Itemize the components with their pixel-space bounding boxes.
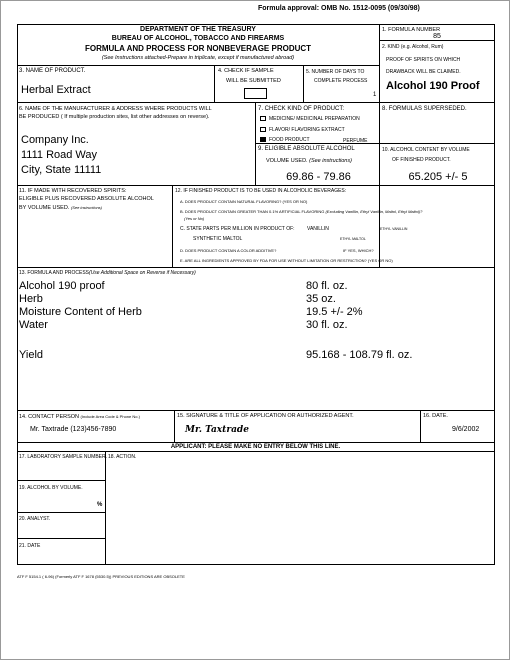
beverage-c-ethyl-maltol: ETHYL MALTOL bbox=[340, 237, 366, 241]
formula-label bbox=[19, 270, 196, 276]
form-right-rule bbox=[494, 24, 495, 564]
form-bottom-rule bbox=[17, 564, 495, 565]
days-label-2: COMPLETE PROCESS bbox=[314, 78, 368, 84]
form-left-rule bbox=[17, 24, 18, 564]
beverage-a: A. DOES PRODUCT CONTAIN NATURAL FLAVORING? (YES OR NO) bbox=[180, 199, 308, 204]
formula-label-text: 13. FORMULA AND PROCESS bbox=[19, 270, 90, 276]
signature-value: Mr. Taxtrade bbox=[185, 425, 249, 435]
date-label: 16. DATE. bbox=[423, 413, 448, 419]
eligible-label-2-note: (See instructions) bbox=[309, 158, 352, 164]
rule-row6 bbox=[17, 442, 494, 443]
lab-percent: % bbox=[97, 502, 103, 508]
rule-banner bbox=[17, 451, 494, 452]
manufacturer-street: 1111 Road Way bbox=[21, 149, 98, 161]
rule-7-9 bbox=[255, 143, 494, 144]
recovered-label-3-text: BY VOLUME USED. bbox=[19, 205, 70, 211]
beverage-c-vanillin: VANILLIN bbox=[307, 226, 329, 232]
ingredient-name-1: Herb bbox=[19, 293, 43, 305]
rule-11-12 bbox=[172, 185, 173, 267]
rule-4-5 bbox=[303, 65, 304, 102]
formula-number-value: 85 bbox=[433, 33, 441, 40]
date-value: 9/6/2002 bbox=[452, 426, 480, 433]
form-instructions: (See Instructions attached-Prepare in triplicate, except if manufactured abroad) bbox=[101, 55, 295, 61]
alc-content-label-2: OF FINISHED PRODUCT. bbox=[392, 157, 451, 163]
rule-20-21 bbox=[17, 538, 105, 539]
contact-value: Mr. Taxtrade (123)456-7890 bbox=[30, 426, 117, 433]
food-option-label: FOOD PRODUCT bbox=[269, 137, 310, 143]
ingredient-name-2: Moisture Content of Herb bbox=[19, 306, 142, 318]
eligible-label-1: 9. ELIGIBLE ABSOLUTE ALCOHOL bbox=[258, 146, 355, 152]
manufacturer-name: Company Inc. bbox=[21, 134, 89, 146]
manufacturer-city: City, State 11111 bbox=[21, 164, 102, 176]
kind-label: 2. KIND (e.g. Alcohol, Rum) bbox=[382, 44, 444, 50]
dept-heading: DEPARTMENT OF THE TREASURY bbox=[140, 26, 256, 33]
product-name-label: 3. NAME OF PRODUCT. bbox=[19, 68, 86, 74]
form-footer: ATF F 5154.1 ( 6-96) (Formerly ATF F 1678 (5530.5)) PREVIOUS EDITIONS ARE OBSOLETE bbox=[17, 574, 185, 579]
medicine-checkbox[interactable] bbox=[260, 116, 266, 121]
rule-17-19 bbox=[17, 480, 105, 481]
sample-label-2: WILL BE SUBMITTED bbox=[226, 78, 281, 84]
beverage-b-note: (Excluding Vanillin, Ethyl Vanillin, Maltol, Ethyl Maltol)? bbox=[325, 209, 423, 214]
omb-number: Formula approval: OMB No. 1512-0095 (09/30/98) bbox=[258, 5, 420, 12]
contact-label-note: (Include Area Code & Phone No.) bbox=[80, 414, 140, 419]
beverage-d-yes: IF YES, WHICH? bbox=[343, 248, 374, 253]
rule-17-18 bbox=[105, 451, 106, 564]
rule-row5 bbox=[17, 410, 494, 411]
recovered-label-2: ELIGIBLE PLUS RECOVERED ABSOLUTE ALCOHOL bbox=[19, 196, 154, 202]
beverage-b-sub: (Yes or No) bbox=[184, 216, 205, 221]
medicine-option-label: MEDICINE/ MEDICINAL PREPARATION bbox=[269, 116, 360, 122]
signature-label: 15. SIGNATURE & TITLE OF APPLICATION OR AUTHORIZED AGENT. bbox=[177, 413, 354, 419]
lab-analyst-label: 20. ANALYST. bbox=[19, 516, 51, 522]
ingredient-name-0: Alcohol 190 proof bbox=[19, 280, 105, 292]
bureau-heading: BUREAU OF ALCOHOL, TOBACCO AND FIREARMS bbox=[111, 35, 285, 42]
rule-14-15 bbox=[174, 410, 175, 442]
alc-content-label-1: 10. ALCOHOL CONTENT BY VOLUME bbox=[382, 147, 470, 153]
beverage-label: 12. IF FINISHED PRODUCT IS TO BE USED IN ALCOHOLIC BEVERAGES: bbox=[175, 188, 347, 194]
lab-date-label: 21. DATE bbox=[19, 543, 41, 549]
rule-19-20 bbox=[17, 512, 105, 513]
kind-product-label: 7. CHECK KIND OF PRODUCT: bbox=[258, 106, 345, 112]
ingredient-amount-3: 30 fl. oz. bbox=[306, 319, 348, 331]
superseded-label: 8. FORMULAS SUPERSEDED. bbox=[382, 106, 467, 112]
ingredient-amount-1: 35 oz. bbox=[306, 293, 336, 305]
lab-alcohol-label: 19. ALCOHOL BY VOLUME. bbox=[19, 485, 83, 491]
recovered-label-1: 11. IF MADE WITH RECOVERED SPIRITS: bbox=[19, 188, 127, 194]
eligible-label-2-text: VOLUME USED. bbox=[266, 158, 308, 164]
lab-sample-label: 17. LABORATORY SAMPLE NUMBER. bbox=[19, 454, 107, 460]
recovered-label-3-note: (See instructions) bbox=[70, 205, 102, 210]
days-label-1: 5. NUMBER OF DAYS TO bbox=[306, 69, 365, 75]
yield-amount: 95.168 - 108.79 fl. oz. bbox=[306, 349, 413, 361]
product-name-value: Herbal Extract bbox=[21, 84, 91, 96]
alc-content-value: 65.205 +/- 5 bbox=[408, 171, 468, 183]
contact-label bbox=[19, 413, 140, 421]
eligible-label-2 bbox=[266, 158, 352, 165]
formula-number-label: 1. FORMULA NUMBER bbox=[382, 27, 441, 33]
beverage-b-text: B. DOES PRODUCT CONTAIN GREATER THAN 0.1% ARTIFICIAL FLAVORING bbox=[180, 209, 325, 214]
beverage-c-synthetic: SYNTHETIC MALTOL bbox=[193, 236, 243, 242]
rule-9-10 bbox=[379, 143, 380, 185]
beverage-c-ethyl-vanillin: ETHYL VANILLIN bbox=[380, 227, 408, 231]
sample-label-1: 4. CHECK IF SAMPLE bbox=[218, 68, 274, 74]
kind-option-medicine[interactable] bbox=[260, 116, 360, 122]
form-title: FORMULA AND PROCESS FOR NONBEVERAGE PRODUCT bbox=[84, 44, 312, 53]
form-top-rule bbox=[17, 24, 495, 25]
sample-checkbox[interactable] bbox=[244, 88, 267, 99]
ingredient-amount-2: 19.5 +/- 2% bbox=[306, 306, 363, 318]
flavor-option-label: FLAVOR/ FLAVORING EXTRACT bbox=[269, 127, 345, 133]
kind-option-food[interactable] bbox=[260, 137, 310, 143]
rule-15-16 bbox=[420, 410, 421, 442]
rule-row3 bbox=[17, 185, 494, 186]
kind-option-flavor[interactable] bbox=[260, 127, 345, 133]
formula-label-note: (Use Additional Space on Reverse if Necessary) bbox=[89, 270, 196, 276]
beverage-e: E. ARE ALL INGREDIENTS APPROVED BY FDA FOR USE WITHOUT LIMITATION OR RESTRICTION? (YES OR NO) bbox=[180, 258, 393, 263]
ingredient-name-3: Water bbox=[19, 319, 48, 331]
rule-row4 bbox=[17, 267, 494, 268]
beverage-b bbox=[180, 209, 422, 214]
rule-title bbox=[17, 65, 379, 66]
kind-option-perfume[interactable]: PERFUME bbox=[343, 138, 368, 144]
contact-label-text: 14. CONTACT PERSON bbox=[19, 414, 80, 420]
beverage-c: C. STATE PARTS PER MILLION IN PRODUCT OF: bbox=[180, 226, 295, 232]
flavor-checkbox[interactable] bbox=[260, 127, 266, 132]
manufacturer-label-1: 6. NAME OF THE MANUFACTURER & ADDRESS WHERE PRODUCTS WILL bbox=[19, 106, 212, 112]
food-checkbox[interactable] bbox=[260, 137, 266, 142]
ingredient-amount-0: 80 fl. oz. bbox=[306, 280, 348, 292]
yield-name: Yield bbox=[19, 349, 44, 361]
lab-action-label: 18. ACTION. bbox=[108, 454, 137, 460]
days-value: 1 bbox=[373, 92, 377, 98]
kind-note-1: PROOF OF SPIRITS ON WHICH bbox=[386, 57, 461, 63]
eligible-value: 69.86 - 79.86 bbox=[286, 171, 351, 183]
kind-value: Alcohol 190 Proof bbox=[386, 80, 480, 92]
applicant-banner: APPLICANT: PLEASE MAKE NO ENTRY BELOW THIS LINE. bbox=[170, 444, 341, 450]
kind-note-2: DRAWBACK WILL BE CLAIMED. bbox=[386, 69, 461, 75]
beverage-d: D. DOES PRODUCT CONTAIN A COLOR ADDITIVE? bbox=[180, 248, 277, 253]
rule-3-4 bbox=[214, 65, 215, 102]
manufacturer-label-2: BE PRODUCED ( If multiple production sites, list other addresses on reverse). bbox=[19, 114, 210, 120]
recovered-label-3 bbox=[19, 204, 102, 212]
